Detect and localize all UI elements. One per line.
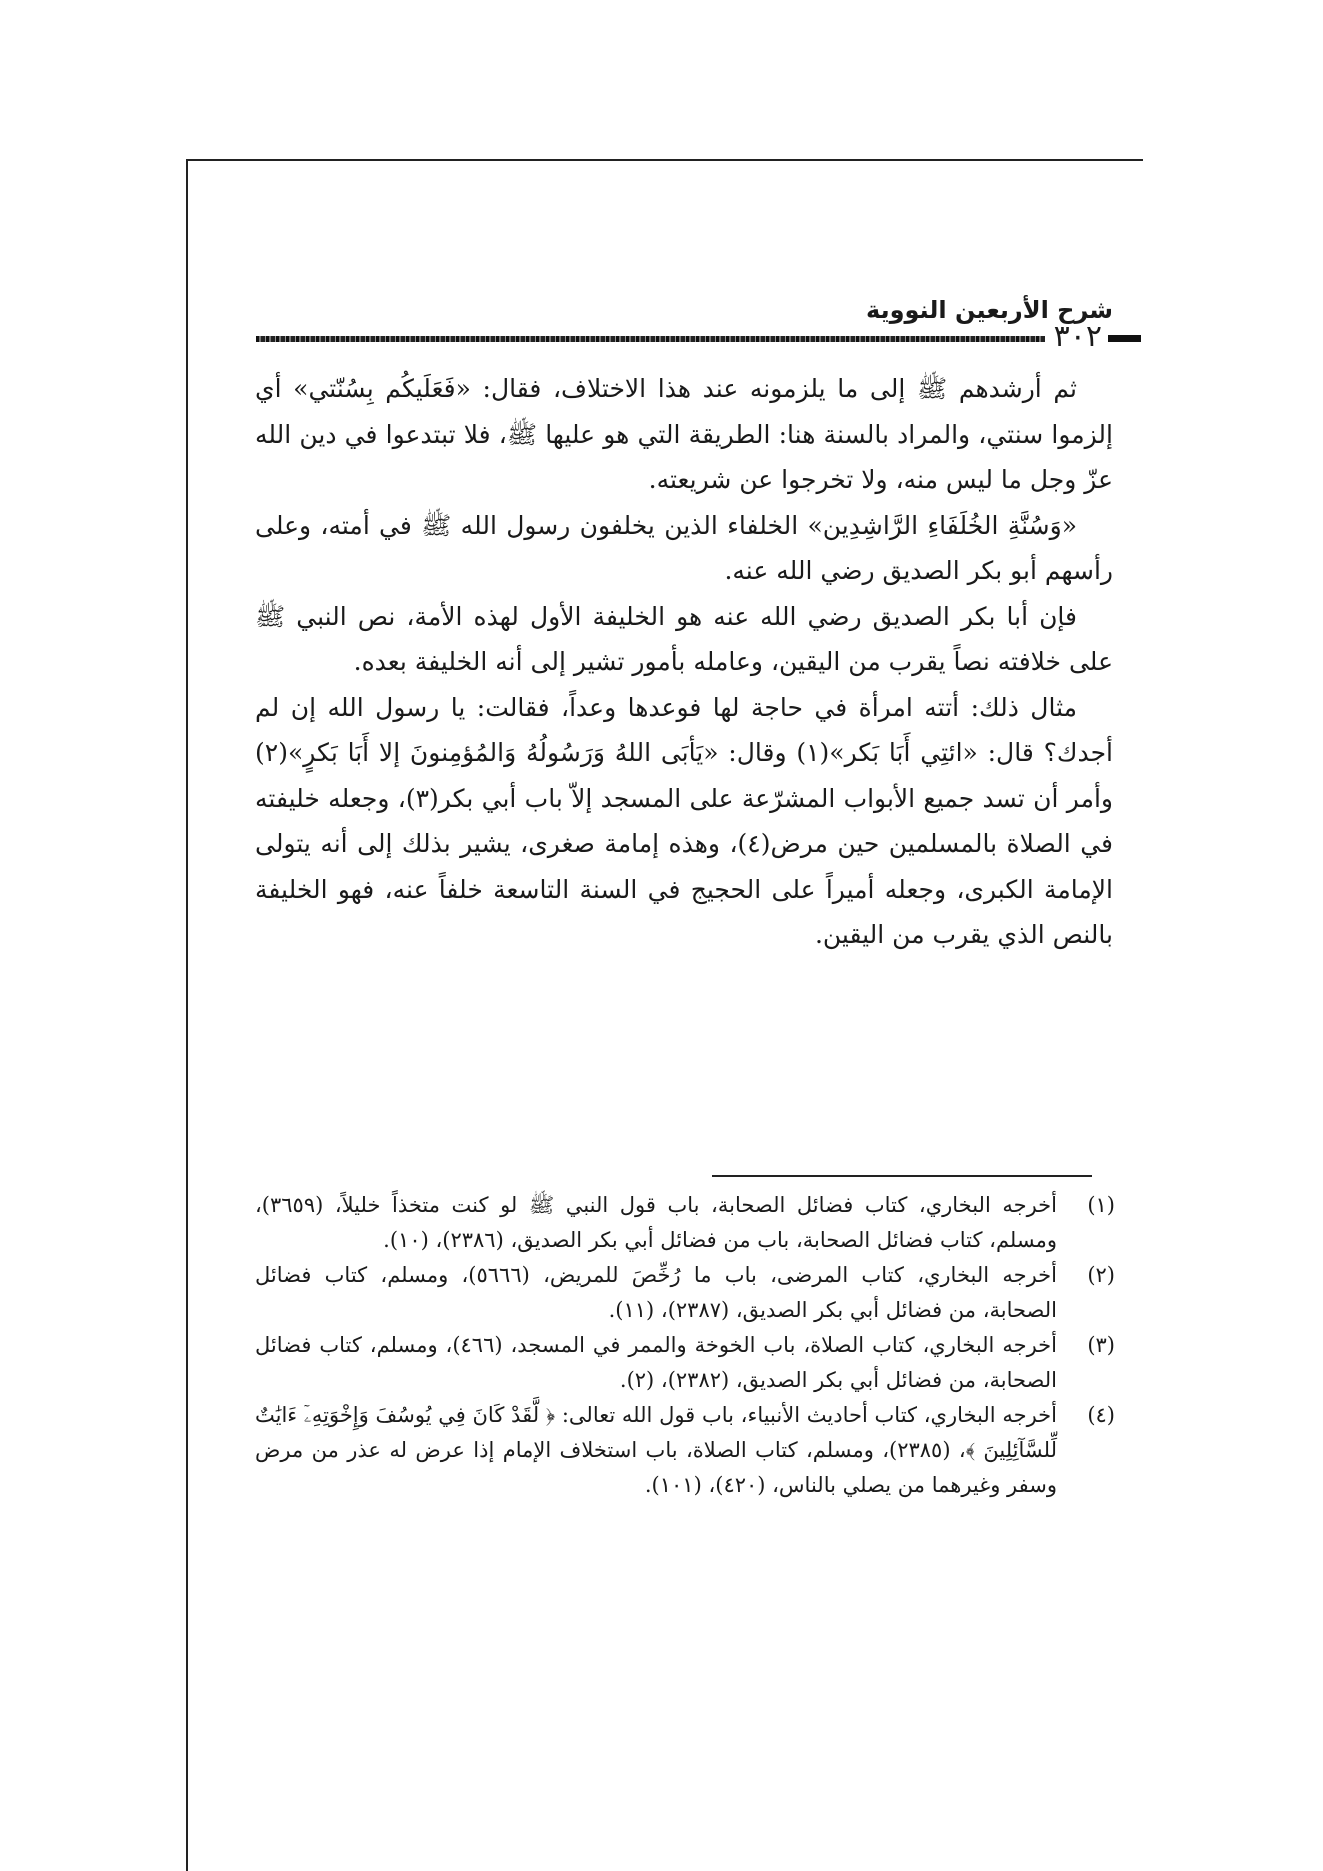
footnotes xyxy=(255,1188,1115,1503)
footnote-4 xyxy=(255,1398,1115,1503)
left-border-line xyxy=(186,160,188,1871)
footnote-divider xyxy=(712,1175,1092,1177)
footnote-text: أخرجه البخاري، كتاب أحاديث الأنبياء، باب قول الله تعالى: ﴿ لَّقَدْ كَانَ فِي يُوسُفَ وَإِخْوَتِهِۦٓ ءَايَٰتٌ لِّلسَّآئِلِينَ ﴾، (٢٣٨٥)، ومسلم، كتاب الصلاة، باب استخلاف الإمام إذا عرض له عذر من مرض وسفر وغيرهما من يصلي بالناس، (٤٢٠)، (١٠١). xyxy=(255,1403,1058,1497)
paragraph-4: مثال ذلك: أتته امرأة في حاجة لها فوعدها وعداً، فقالت: يا رسول الله إن لم أجدك؟ قال: «ائتِي أَبَا بَكر»(١) وقال: «يَأبَى اللهُ وَرَسُولُهُ وَالمُؤمِنونَ إلا أَبَا بَكرٍ»(٢) وأمر أن تسد جميع الأبواب المشرّعة على المسجد إلاّ باب أبي بكر(٣)، وجعله خليفته في الصلاة بالمسلمين حين مرض(٤)، وهذه إمامة صغرى، يشير بذلك إلى أنه يتولى الإمامة الكبرى، وجعله أميراً على الحجيج في السنة التاسعة خلفاً عنه، فهو الخليفة بالنص الذي يقرب من اليقين. xyxy=(255,692,1113,949)
paragraph-3: فإن أبا بكر الصديق رضي الله عنه هو الخليفة الأول لهذه الأمة، نص النبي ﷺ على خلافته نصاً يقرب من اليقين، وعامله بأمور تشير إلى أنه الخليفة بعده. xyxy=(255,601,1113,676)
page-number: ٣٠٢ xyxy=(1053,319,1102,354)
paragraph-2: «وَسُنَّةِ الخُلَفَاءِ الرَّاشِدِين» الخلفاء الذين يخلفون رسول الله ﷺ في أمته، وعلى رأسهم أبو بكر الصديق رضي الله عنه. xyxy=(255,510,1113,585)
footnote-text: أخرجه البخاري، كتاب فضائل الصحابة، باب قول النبي ﷺ لو كنت متخذاً خليلاً، (٣٦٥٩)، ومسلم، كتاب فضائل الصحابة، باب من فضائل أبي بكر الصديق، (٢٣٨٦)، (١٠). xyxy=(255,1193,1057,1252)
paragraph-1: ثم أرشدهم ﷺ إلى ما يلزمونه عند هذا الاختلاف، فقال: «فَعَلَيكُم بِسُنّتي» أي إلزموا سنتي، والمراد بالسنة هنا: الطريقة التي هو عليها ﷺ، فلا تبتدعوا في دين الله عزّ وجل ما ليس منه، ولا تخرجوا عن شريعته. xyxy=(255,374,1113,494)
footnote-number: (٢) xyxy=(1087,1263,1115,1287)
header-bar-ornament xyxy=(1108,335,1141,342)
header-ornament-band xyxy=(256,336,1045,342)
footnote-text: أخرجه البخاري، كتاب المرضى، باب ما رُخِّصَ للمريض، (٥٦٦٦)، ومسلم، كتاب فضائل الصحابة، من فضائل أبي بكر الصديق، (٢٣٨٧)، (١١). xyxy=(255,1263,1057,1322)
footnote-number: (٣) xyxy=(1087,1333,1115,1357)
footnote-1 xyxy=(255,1188,1115,1258)
footnote-number: (٤) xyxy=(1087,1403,1115,1427)
running-header-title: شرح الأربعين النووية xyxy=(866,296,1113,324)
main-text xyxy=(255,366,1113,958)
top-border-line xyxy=(186,159,1143,161)
footnote-text: أخرجه البخاري، كتاب الصلاة، باب الخوخة والممر في المسجد، (٤٦٦)، ومسلم، كتاب فضائل الصحابة، من فضائل أبي بكر الصديق، (٢٣٨٢)، (٢). xyxy=(255,1333,1057,1392)
footnote-number: (١) xyxy=(1087,1193,1115,1217)
footnote-2 xyxy=(255,1258,1115,1328)
footnote-3 xyxy=(255,1328,1115,1398)
